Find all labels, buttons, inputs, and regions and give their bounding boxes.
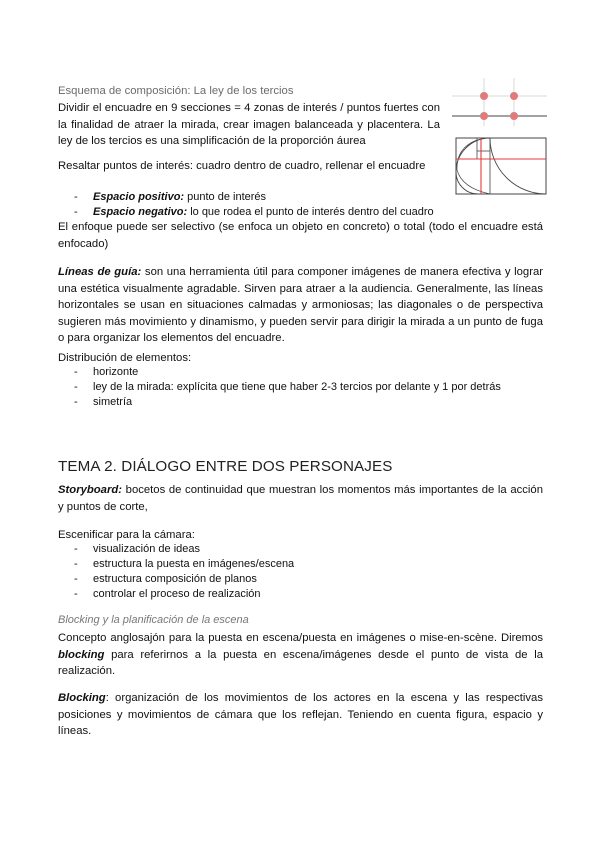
list-item: - estructura la puesta en imágenes/escena — [58, 557, 543, 572]
paragraph-points-of-interest: Resaltar puntos de interés: cuadro dentro de cuadro, rellenar el encuadre — [58, 160, 426, 172]
section-subtitle-rule-of-thirds: Esquema de composición: La ley de los tercios — [58, 85, 294, 97]
paragraph-storyboard: Storyboard: bocetos de continuidad que muestran los momentos más importantes de la acción y puntos de corte, — [58, 484, 543, 513]
list-item: - visualización de ideas — [58, 542, 543, 557]
paragraph-focus: El enfoque puede ser selectivo (se enfoca un objeto en concreto) o total (todo el encuadre está enfocado) — [58, 221, 543, 250]
paragraph-guide-lines: Líneas de guía: son una herramienta útil para componer imágenes de manera efectiva y lograr una estética visualmente agradable. Sirven para atraer a la audiencia. Generalmente, las líneas horizontales se usan en situaciones calmadas y armoniosas; las diagonales o de perspectiva sugieren más movimiento y dinamismo, y pueden servir para dirigir la mirada a un punto de fuga o para organizar los elementos del encuadre. — [58, 266, 544, 344]
paragraph-blocking-definition: Blocking: organización de los movimientos de los actores en la escena y las respectivas posiciones y movimientos de cámara que los reflejan. Teniendo en cuenta figura, espacio y líneas. — [58, 692, 543, 737]
paragraph-stage-for-camera: Escenificar para la cámara: — [58, 529, 195, 541]
thirds-grid — [452, 78, 547, 126]
list-item: - simetría — [58, 395, 543, 410]
list-item: - horizonte — [58, 365, 543, 380]
paragraph-nine-sections: Dividir el encuadre en 9 secciones = 4 zonas de interés / puntos fuertes con la finalidad de atraer la mirada, crear imagen balanceada y placentera. La ley de los tercios es una simplificación de la proporción áurea — [58, 102, 440, 147]
power-point-marker — [510, 92, 518, 100]
power-point-marker — [480, 92, 488, 100]
list-item: - ley de la mirada: explícita que tiene que haber 2-3 tercios por delante y 1 por detrás — [58, 380, 543, 395]
rule-of-thirds-illustration — [452, 78, 547, 204]
list-item: - estructura composición de planos — [58, 572, 543, 587]
camera-staging-list — [58, 542, 543, 602]
list-item-positive-space: - Espacio positivo: punto de interés — [58, 190, 543, 205]
paragraph-blocking-concept: Concepto anglosajón para la puesta en escena/puesta en imágenes o mise-en-scène. Diremos blocking para referirnos a la puesta en escena/imágenes desde el punto de vista de la realización. — [58, 632, 543, 677]
power-point-marker — [510, 112, 518, 120]
section-title-tema-2: TEMA 2. DIÁLOGO ENTRE DOS PERSONAJES — [58, 458, 393, 475]
list-item: - controlar el proceso de realización — [58, 587, 543, 602]
paragraph-element-distribution: Distribución de elementos: — [58, 352, 192, 364]
power-point-marker — [480, 112, 488, 120]
section-subtitle-blocking: Blocking y la planificación de la escena — [58, 614, 249, 626]
list-item-negative-space: - Espacio negativo: lo que rodea el punto de interés dentro del cuadro — [58, 205, 543, 220]
distribution-list — [58, 365, 543, 410]
golden-spiral — [456, 138, 546, 194]
